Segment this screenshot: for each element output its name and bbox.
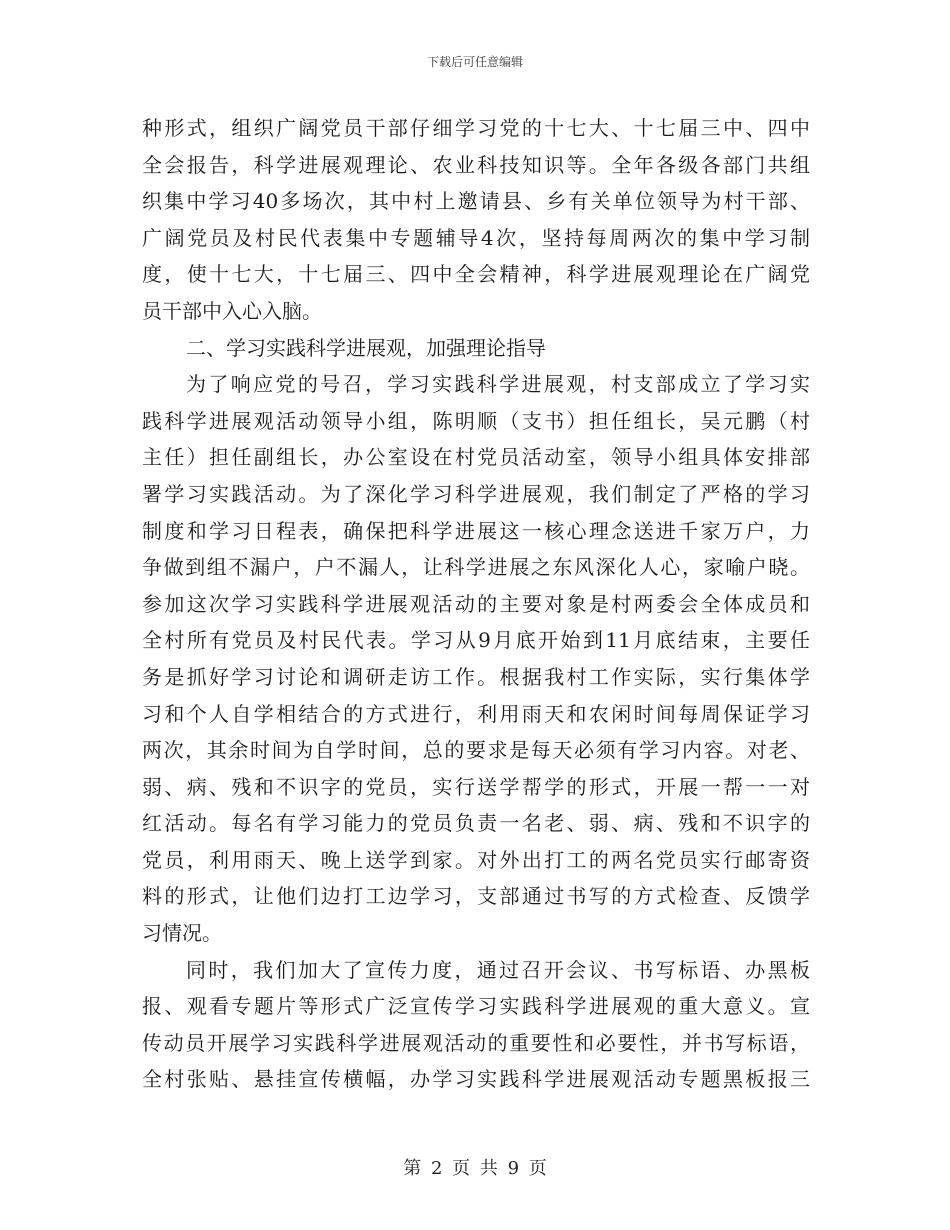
text-line: 广阔党员及村民代表集中专题辅导4次，坚持每周两次的集中学习制 [142, 225, 810, 250]
section-heading: 二、学习实践科学进展观，加强理论指导 [186, 335, 546, 360]
text-line: 料的形式，让他们边打工边学习，支部通过书写的方式检查、反馈学 [142, 884, 810, 909]
text-line: 弱、病、残和不识字的党员，实行送学帮学的形式，开展一帮一一对 [142, 774, 810, 799]
text-line: 制度和学习日程表，确保把科学进展这一核心理念送进千家万户，力 [142, 518, 810, 543]
text-line: 传动员开展学习实践科学进展观活动的重要性和必要性，并书写标语， [142, 1030, 810, 1055]
text-line: 党员，利用雨天、晚上送学到家。对外出打工的两名党员实行邮寄资 [142, 847, 810, 872]
text-line: 员干部中入心入脑。 [142, 298, 322, 323]
text-line: 为了响应党的号召，学习实践科学进展观，村支部成立了学习实 [186, 372, 810, 397]
text-line: 全村张贴、悬挂宣传横幅，办学习实践科学进展观活动专题黑板报三 [142, 1067, 810, 1092]
text-line: 署学习实践活动。为了深化学习科学进展观，我们制定了严格的学习 [142, 481, 810, 506]
text-line: 全村所有党员及村民代表。学习从9月底开始到11月底结束，主要任 [142, 628, 810, 653]
document-body [142, 110, 810, 1098]
text-line: 务是抓好学习讨论和调研走访工作。根据我村工作实际，实行集体学 [142, 664, 810, 689]
text-line: 同时，我们加大了宣传力度，通过召开会议、书写标语、办黑板 [186, 957, 810, 982]
page-number-footer: 第 2 页 共 9 页 [403, 1158, 547, 1179]
text-line: 种形式，组织广阔党员干部仔细学习党的十七大、十七届三中、四中 [142, 116, 810, 140]
text-line: 两次，其余时间为自学时间，总的要求是每天必须有学习内容。对老、 [142, 738, 810, 763]
page-header: 下载后可任意编辑 [426, 55, 523, 69]
text-line: 参加这次学习实践科学进展观活动的主要对象是村两委会全体成员和 [142, 591, 810, 616]
text-line: 织集中学习40多场次，其中村上邀请县、乡有关单位领导为村干部、 [142, 189, 810, 214]
text-line: 全会报告，科学进展观理论、农业科技知识等。全年各级各部门共组 [142, 152, 810, 177]
text-line: 度，使十七大，十七届三、四中全会精神，科学进展观理论在广阔党 [142, 262, 810, 287]
text-line: 报、观看专题片等形式广泛宣传学习实践科学进展观的重大意义。宣 [142, 994, 810, 1019]
text-line: 践科学进展观活动领导小组，陈明顺（支书）担任组长，吴元鹏（村 [142, 408, 810, 433]
text-line: 习和个人自学相结合的方式进行，利用雨天和农闲时间每周保证学习 [142, 701, 810, 726]
text-line: 习情况。 [142, 921, 222, 946]
text-line: 争做到组不漏户，户不漏人，让科学进展之东风深化人心，家喻户晓。 [142, 555, 810, 580]
text-line: 主任）担任副组长，办公室设在村党员活动室，领导小组具体安排部 [142, 445, 810, 470]
text-line: 红活动。每名有学习能力的党员负责一名老、弱、病、残和不识字的 [142, 811, 810, 836]
